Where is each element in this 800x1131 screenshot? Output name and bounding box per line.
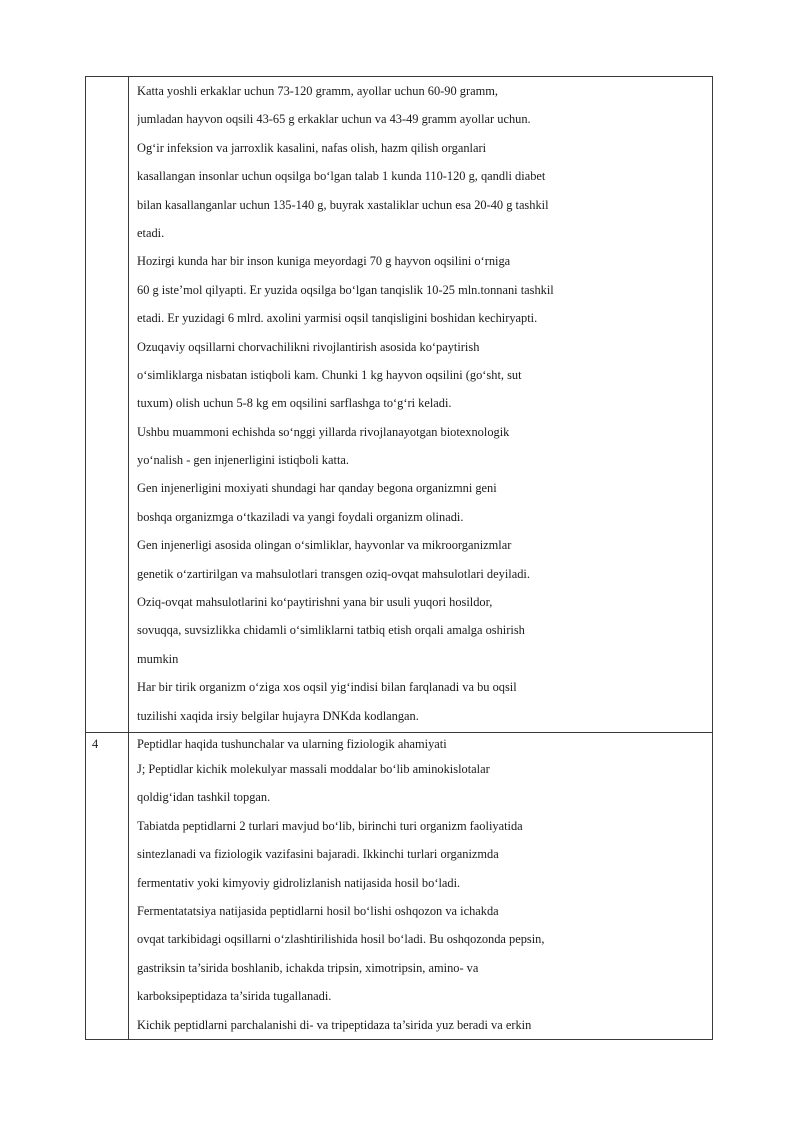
row-heading: Peptidlar haqida tushunchalar va ularning fiziologik ahamiyati <box>137 736 447 751</box>
text-line: 60 g iste’mol qilyapti. Er yuzida oqsilga bo‘lgan tanqislik 10-25 mln.tonnani tashkil <box>137 282 554 297</box>
text-line: genetik o‘zartirilgan va mahsulotlari transgen oziq-ovqat mahsulotlari deyiladi. <box>137 566 530 581</box>
text-line: Katta yoshli erkaklar uchun 73-120 gramm, ayollar uchun 60-90 gramm, <box>137 84 498 98</box>
text-line: jumladan hayvon oqsili 43-65 g erkaklar uchun va 43-49 gramm ayollar uchun. <box>137 112 531 127</box>
text-line: Kichik peptidlarni parchalanishi di- va tripeptidaza ta’sirida yuz beradi va erkin <box>137 1017 532 1032</box>
text-line: fermentativ yoki kimyoviy gidrolizlanish natijasida hosil bo‘ladi. <box>137 875 461 890</box>
content-table <box>85 76 713 1040</box>
row-text-cell <box>129 77 713 733</box>
text-line: Og‘ir infeksion va jarroxlik kasalini, nafas olish, hazm qilish organlari <box>137 140 487 155</box>
text-line: J; Peptidlar kichik molekulyar massali moddalar bo‘lib aminokislotalar <box>137 761 490 776</box>
text-line: tuxum) olish uchun 5-8 kg em oqsilini sarflashga to‘g‘ri keladi. <box>137 396 452 411</box>
text-line: kasallangan insonlar uchun oqsilga bo‘lgan talab 1 kunda 110-120 g, qandli diabet <box>137 169 546 184</box>
text-line: Gen injenerligini moxiyati shundagi har qanday begona organizmni geni <box>137 481 497 496</box>
row-number-cell <box>86 732 129 1039</box>
row-number-cell <box>86 77 129 733</box>
text-line: boshqa organizmga o‘tkaziladi va yangi foydali organizm olinadi. <box>137 509 464 524</box>
text-line: Hozirgi kunda har bir inson kuniga meyordagi 70 g hayvon oqsilini o‘rniga <box>137 254 511 269</box>
text-line: Ushbu muammoni echishda so‘nggi yillarda rivojlanayotgan biotexnologik <box>137 424 510 439</box>
text-line: mumkin <box>137 651 179 666</box>
text-line: Gen injenerligi asosida olingan o‘simliklar, hayvonlar va mikroorganizmlar <box>137 538 512 553</box>
text-line: Har bir tirik organizm o‘ziga xos oqsil yig‘indisi bilan farqlanadi va bu oqsil <box>137 680 517 695</box>
text-line: gastriksin ta’sirida boshlanib, ichakda tripsin, ximotripsin, amino- va <box>137 960 479 975</box>
text-line: karboksipeptidaza ta’sirida tugallanadi. <box>137 989 332 1004</box>
text-line: sovuqqa, suvsizlikka chidamli o‘simliklarni tatbiq etish orqali amalga oshirish <box>137 623 525 638</box>
text-line: qoldig‘idan tashkil topgan. <box>137 790 271 805</box>
text-line: etadi. <box>137 225 165 240</box>
text-line: o‘simliklarga nisbatan istiqboli kam. Chunki 1 kg hayvon oqsilini (go‘sht, sut <box>137 367 522 382</box>
text-line: ovqat tarkibidagi oqsillarni o‘zlashtirilishida hosil bo‘ladi. Bu oshqozonda pepsin, <box>137 932 545 947</box>
row-number <box>92 77 128 105</box>
text-line: Tabiatda peptidlarni 2 turlari mavjud bo‘lib, birinchi turi organizm faoliyatida <box>137 818 523 833</box>
text-line: Fermentatatsiya natijasida peptidlarni hosil bo‘lishi oshqozon va ichakda <box>137 903 499 918</box>
text-line: yo‘nalish - gen injenerligini istiqboli katta. <box>137 453 349 468</box>
row-number: 4 <box>92 736 99 751</box>
text-line: bilan kasallanganlar uchun 135-140 g, buyrak xastaliklar uchun esa 20-40 g tashkil <box>137 197 549 212</box>
text-line: tuzilishi xaqida irsiy belgilar hujayra DNKda kodlangan. <box>137 708 419 723</box>
text-line: Oziq-ovqat mahsulotlarini ko‘paytirishni yana bir usuli yuqori hosildor, <box>137 595 493 610</box>
table-row <box>86 732 713 1039</box>
table-row <box>86 77 713 733</box>
text-line: sintezlanadi va fiziologik vazifasini bajaradi. Ikkinchi turlari organizmda <box>137 847 499 862</box>
text-line: etadi. Er yuzidagi 6 mlrd. axolini yarmisi oqsil tanqisligini boshidan kechiryapti. <box>137 311 538 326</box>
text-line: Ozuqaviy oqsillarni chorvachilikni rivojlantirish asosida ko‘paytirish <box>137 339 480 354</box>
table-body <box>86 77 713 1040</box>
row-text-cell <box>129 732 713 1039</box>
